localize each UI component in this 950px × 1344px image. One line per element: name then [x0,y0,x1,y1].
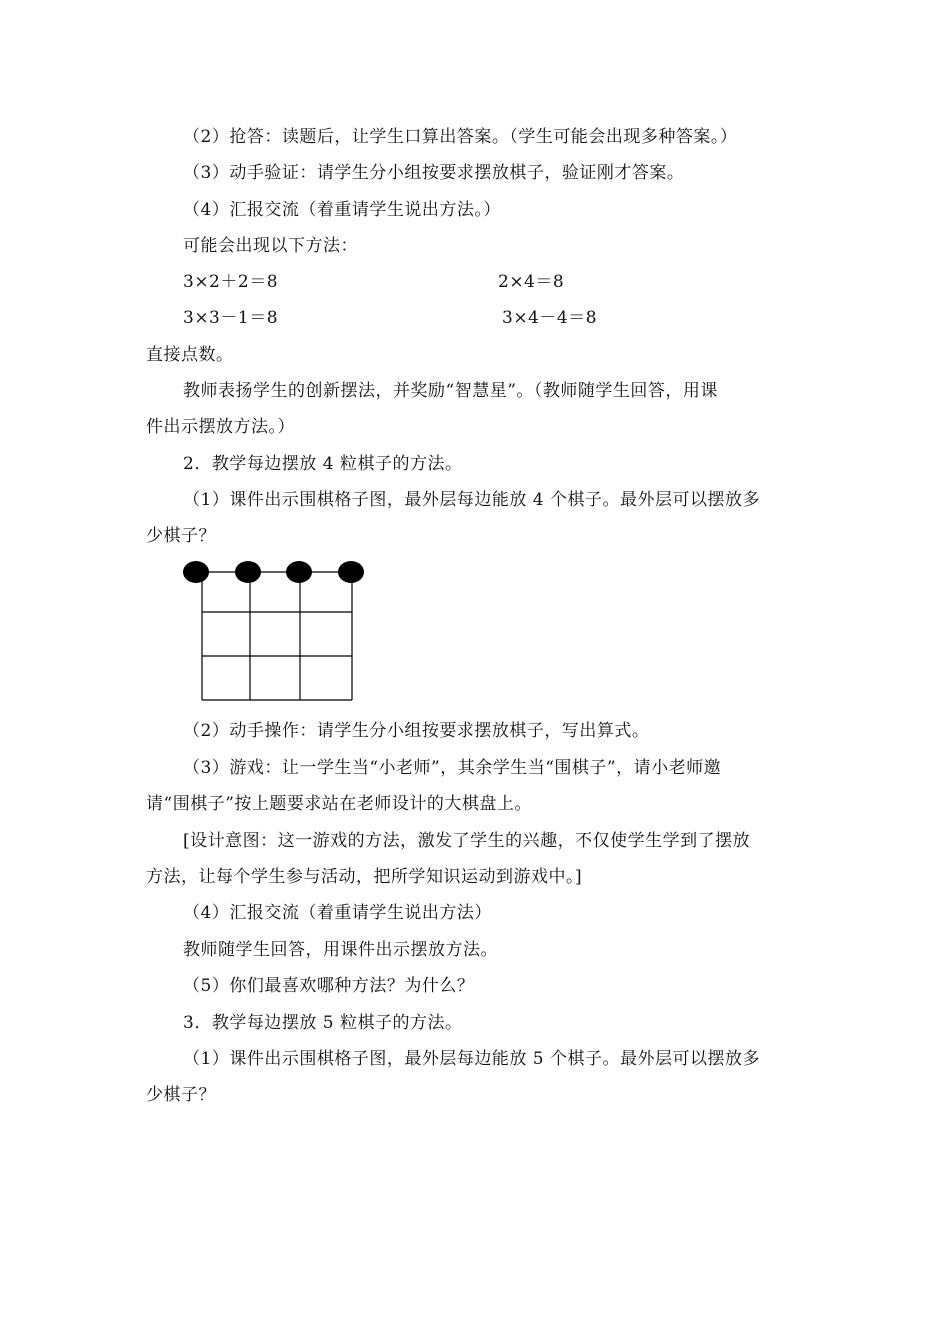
paragraph-report: （4）汇报交流（着重请学生说出方法。） [183,200,501,220]
paragraph-game-2: 请“围棋子”按上题要求站在老师设计的大棋盘上。 [146,794,532,814]
paragraph-favorite: （5）你们最喜欢哪种方法？为什么？ [183,976,475,996]
black-stone-1 [183,561,209,583]
black-stone-4 [338,561,364,583]
paragraph-rush-answer: （2）抢答：读题后，让学生口算出答案。（学生可能会出现多种答案。） [183,127,738,147]
equation-2: 2×4＝8 [498,272,565,292]
paragraph-design-intent-1: [设计意图：这一游戏的方法，激发了学生的兴趣，不仅使学生学到了摆放 [183,831,751,851]
paragraph-game-1: （3）游戏：让一学生当“小老师”，其余学生当“围棋子”，请小老师邀 [183,758,722,778]
paragraph-teacher-show: 教师随学生回答，用课件出示摆放方法。 [183,940,498,960]
paragraph-courseware-5-2: 少棋子？ [146,1085,216,1105]
paragraph-report-2: （4）汇报交流（着重请学生说出方法） [183,903,492,923]
paragraph-methods-intro: 可能会出现以下方法： [183,236,358,256]
section-heading-3: 3．教学每边摆放 5 粒棋子的方法。 [183,1013,463,1033]
paragraph-verify: （3）动手验证：请学生分小组按要求摆放棋子，验证刚才答案。 [183,163,685,183]
paragraph-praise-2: 件出示摆放方法。） [146,417,295,437]
paragraph-courseware-5-1: （1）课件出示围棋格子图，最外层每边能放 5 个棋子。最外层可以摆放多 [183,1049,760,1069]
paragraph-count: 直接点数。 [146,345,234,365]
board-grid [195,572,352,700]
paragraph-courseware-4-1: （1）课件出示围棋格子图，最外层每边能放 4 个棋子。最外层可以摆放多 [183,490,760,510]
go-board-svg [182,560,368,704]
paragraph-courseware-4-2: 少棋子？ [146,526,216,546]
paragraph-hands-on: （2）动手操作：请学生分小组按要求摆放棋子，写出算式。 [183,721,650,741]
black-stone-2 [235,561,261,583]
section-heading-2: 2．教学每边摆放 4 粒棋子的方法。 [183,454,463,474]
paragraph-praise-1: 教师表扬学生的创新摆法，并奖励“智慧星”。（教师随学生回答，用课 [183,381,718,401]
black-stone-3 [286,561,312,583]
equation-3: 3×3－1＝8 [183,308,279,328]
go-board-figure [182,560,368,704]
paragraph-design-intent-2: 方法，让每个学生参与活动，把所学知识运动到游戏中。] [146,867,583,887]
equation-4: 3×4－4＝8 [502,308,598,328]
equation-1: 3×2＋2＝8 [183,272,279,292]
